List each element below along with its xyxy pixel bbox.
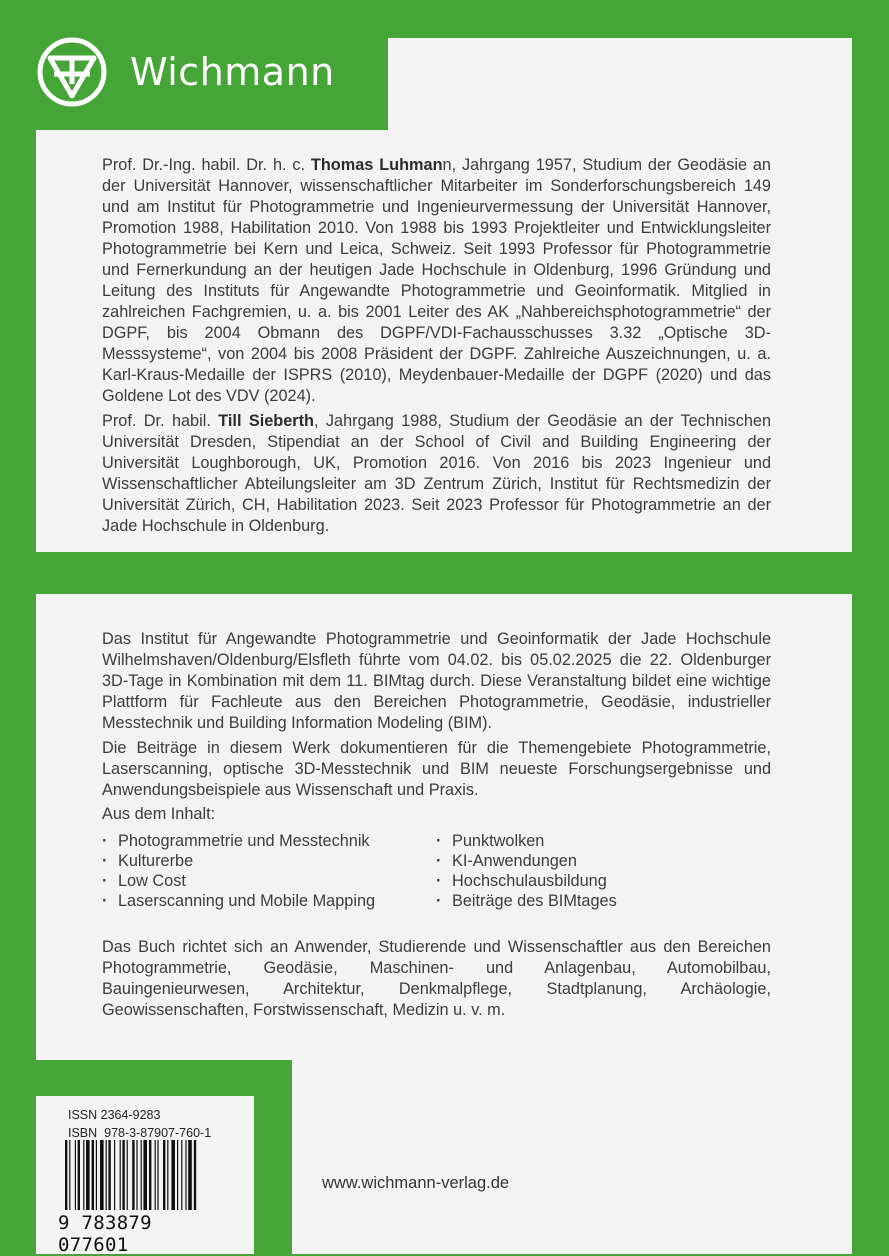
barcode-bar [155, 1140, 156, 1210]
description-paragraph: Die Beiträge in diesem Werk dokumentieren für die Themengebiete Photogrammetrie, Laserscanning, optische 3D-Messtechnik und BIM neueste Forschungsergebnisse und Anwendungsbeispiele aus Wissenschaft und Praxis. [102, 739, 771, 799]
publisher-name: Wichmann [130, 50, 335, 94]
barcode-bar [177, 1140, 178, 1210]
barcode-bar [141, 1140, 142, 1210]
barcode-bar [181, 1140, 182, 1210]
list-item: · Low Cost [102, 871, 375, 891]
bio-panel-top-right [388, 38, 852, 138]
contents-list-right [436, 831, 617, 911]
contents-list-left [102, 831, 375, 911]
description-paragraph: Das Institut für Angewandte Photogrammetrie und Geoinformatik der Jade Hochschule Wilhelmshaven/Oldenburg/Elsfleth führte vom 04.02. bis 05.02.2025 die 22. Oldenburger 3D-Tage in Kombination mit dem 11. BIMtag durch. Diese Veranstaltung bildet eine wichtige Plattform für Fachleute aus den Bereichen Photogrammetrie, Geodäsie, industrieller Messtechnik und Building Information Modeling (BIM). [102, 630, 771, 732]
barcode-bar [157, 1140, 158, 1210]
barcode-bar [75, 1140, 76, 1210]
barcode-bar [194, 1140, 196, 1210]
list-item: · KI-Anwendungen [436, 851, 617, 871]
list-item: · Photogrammetrie und Messtechnik [102, 831, 375, 851]
bio-title-sieberth: Prof. Dr. habil. [102, 412, 219, 430]
barcode-bar [96, 1140, 97, 1210]
audience-paragraph: Das Buch richtet sich an Anwender, Studierende und Wissenschaftler aus den Bereichen Photogrammetrie, Geodäsie, Maschinen- und Anlagenbau, Automobilbau, Bauingenieurwesen, Architektur, Denkmalpflege, Stadtplanung, Archäologie, Geowissenschaften, Forstwissenschaft, Medizin u. v. m. [102, 938, 771, 1019]
bio-title-luhmann: Prof. Dr.-Ing. habil. Dr. h. c. [102, 156, 311, 174]
bio-paragraph-luhmann [102, 155, 771, 407]
list-item: · Hochschulausbildung [436, 871, 617, 891]
list-item: · Punktwolken [436, 831, 617, 851]
barcode-bar [171, 1140, 175, 1210]
barcode-bar [120, 1140, 121, 1210]
author-name-luhmann: Thomas Luhman [310, 156, 443, 174]
barcode-bar [100, 1140, 104, 1210]
barcode-bar [83, 1140, 84, 1210]
barcode-bar [167, 1140, 168, 1210]
barcode-bar [92, 1140, 94, 1210]
bio-paragraph-sieberth [102, 411, 771, 537]
identifiers [68, 1106, 211, 1142]
author-name-sieberth: Till Sieberth [218, 412, 314, 430]
barcode-bar [149, 1140, 151, 1210]
barcode-bar [132, 1140, 134, 1210]
barcode-bar [86, 1140, 90, 1210]
barcode-bar [114, 1140, 115, 1210]
description-panel-bottom [292, 1050, 852, 1254]
barcode-bar [188, 1140, 192, 1210]
barcode-bar [163, 1140, 165, 1210]
barcode-bar [108, 1140, 110, 1210]
list-item: · Kulturerbe [102, 851, 375, 871]
publisher-logo[interactable] [36, 36, 396, 116]
barcode-bar [78, 1140, 80, 1210]
bio-text-luhmann: n, Jahrgang 1957, Studium der Geodäsie an der Universität Hannover, wissenschaftlicher Mitarbeiter im Sonderforschungsbereich 149 und am Institut für Photogrammetrie und Ingenieurvermessung der Universität Hannover, Promotion 1988, Habilitation 2010. Von 1988 bis 1993 Projektleiter und Entwicklungsleiter Photogrammetrie bei Kern und Leica, Schweiz. Seit 1993 Professor für Photogrammetrie und Fernerkundung an der heutigen Jade Hochschule in Oldenburg, 1996 Gründung und Leitung des Instituts für Angewandte Photogrammetrie und Geoinformatik. Mitglied in zahlreichen Fachgremien, u. a. bis 2001 Leiter des AK „Nahbereichsphotogrammetrie“ der DGPF, bis 2004 Obmann des DGPF/VDI-Fachausschusses 3.32 „Optische 3D-Messsysteme“, von 2004 bis 2008 Präsident der DGPF. Zahlreiche Auszeichnungen, u. a. Karl-Kraus-Medaille der ISPRS (2010), Meydenbauer-Medaille der DGPF (2020) und das Goldene Lot des VDV (2024). [102, 156, 771, 405]
publisher-website-link[interactable]: www.wichmann-verlag.de [322, 1174, 510, 1192]
author-biographies [102, 155, 771, 541]
barcode-bar [185, 1140, 186, 1210]
isbn-number: ISBN 978-3-87907-760-1 [68, 1126, 212, 1140]
barcode-bar [136, 1140, 137, 1210]
barcode-bar [69, 1140, 70, 1210]
bio-text-sieberth: , Jahrgang 1988, Studium der Geodäsie an der Technischen Universität Dresden, Stipendiat an der School of Civil and Building Engineering der Universität Loughborough, UK, Promotion 2016. Von 2016 bis 2023 Ingenieur und Wissenschaftlicher Abteilungsleiter am 3D Zentrum Zürich, Institut für Rechtsmedizin der Universität Zürich, CH, Habilitation 2023. Seit 2023 Professor für Photogrammetrie an der Jade Hochschule in Oldenburg. [102, 412, 771, 535]
book-description [102, 629, 771, 805]
barcode-bar [106, 1140, 107, 1210]
barcode-digits: 9 783879 077601 [58, 1212, 152, 1256]
wichmann-emblem-icon [36, 36, 108, 108]
barcode-bar [127, 1140, 128, 1210]
list-item: · Laserscanning und Mobile Mapping [102, 891, 375, 911]
barcode-bar [122, 1140, 124, 1210]
list-item: · Beiträge des BIMtages [436, 891, 617, 911]
barcode-bar [143, 1140, 147, 1210]
barcode-bar [65, 1140, 67, 1210]
contents-label: Aus dem Inhalt: [102, 805, 216, 823]
issn-number: ISSN 2364-9283 [68, 1108, 161, 1122]
